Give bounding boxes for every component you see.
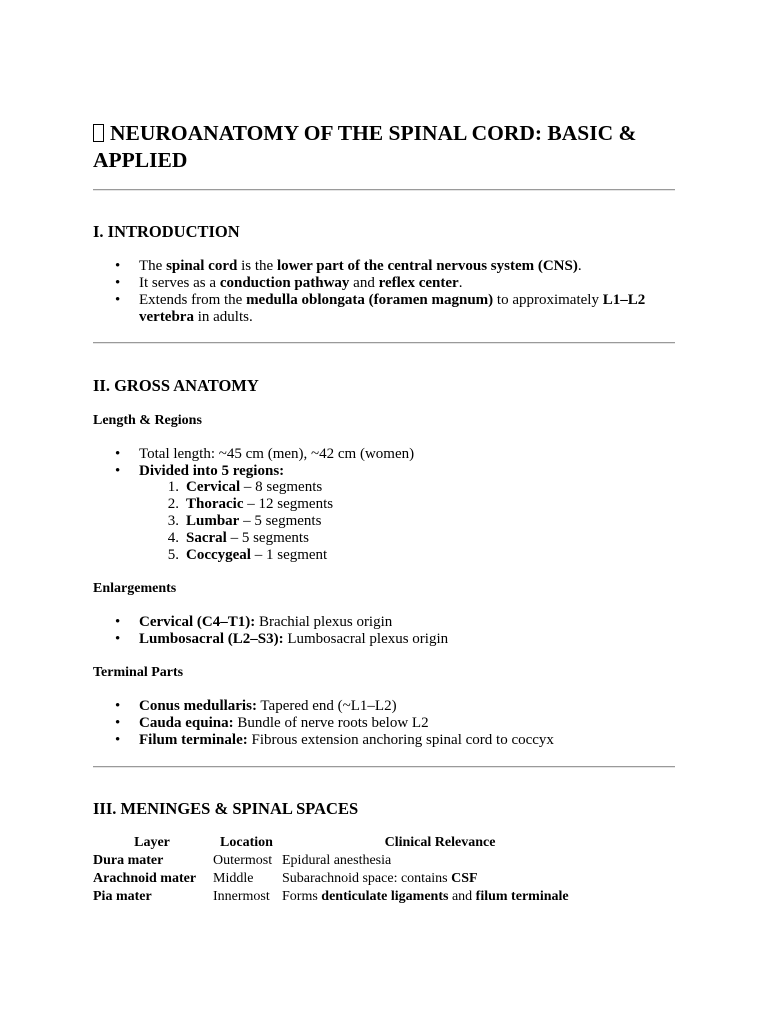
list-item: 4. Sacral – 5 segments (167, 530, 309, 546)
list-item: • The spinal cord is the lower part of the central nervous system (CNS). (139, 258, 675, 275)
clinical-relevance-cell: Forms denticulate ligaments and filum terminale (282, 889, 569, 904)
column-header-clinical-relevance: Clinical Relevance (384, 835, 496, 850)
terminal-bullet-list (139, 698, 675, 749)
list-item: 1. Cervical – 8 segments (167, 479, 323, 495)
list-item: • Lumbosacral (L2–S3): Lumbosacral plexus origin (139, 631, 675, 648)
list-item: 5. Coccygeal – 1 segment (167, 547, 328, 563)
regions-numbered-list (161, 479, 461, 564)
subheading-terminal-parts: Terminal Parts (93, 665, 184, 680)
location-cell: Middle (213, 871, 254, 886)
missing-glyph-icon (93, 124, 104, 142)
subheading-length-regions: Length & Regions (93, 413, 202, 428)
layer-cell: Dura mater (93, 853, 164, 868)
section-heading-gross-anatomy: II. GROSS ANATOMY (93, 376, 259, 395)
table-row (93, 888, 600, 906)
enlargements-bullet-list (139, 614, 675, 648)
clinical-relevance-cell: Epidural anesthesia (282, 853, 392, 868)
list-item: • Total length: ~45 cm (men), ~42 cm (women) (139, 446, 675, 463)
list-item: 3. Lumbar – 5 segments (167, 513, 322, 529)
table-row (93, 852, 600, 870)
list-item: • Divided into 5 regions: (139, 463, 675, 480)
section-heading-meninges: III. MENINGES & SPINAL SPACES (93, 799, 359, 818)
divider (93, 766, 675, 768)
list-item: • Conus medullaris: Tapered end (~L1–L2) (139, 698, 675, 715)
page-title (93, 120, 675, 174)
intro-bullet-list (139, 258, 675, 326)
page-title-text: NEUROANATOMY OF THE SPINAL CORD: BASIC & APPLIED (93, 121, 637, 172)
length-bullet-list (139, 446, 675, 480)
location-cell: Outermost (213, 853, 273, 868)
divider (93, 189, 675, 191)
list-item: • Filum terminale: Fibrous extension anchoring spinal cord to coccyx (139, 732, 675, 749)
column-header-layer: Layer (134, 835, 170, 850)
list-item: • Extends from the medulla oblongata (foramen magnum) to approximately L1–L2 vertebra in adults. (139, 292, 675, 326)
section-heading-introduction: I. INTRODUCTION (93, 222, 240, 241)
table-header-row (93, 834, 600, 852)
layer-cell: Arachnoid mater (93, 871, 197, 886)
column-header-location: Location (220, 835, 273, 850)
table-row (93, 870, 600, 888)
divider (93, 342, 675, 344)
list-item: • Cauda equina: Bundle of nerve roots below L2 (139, 715, 675, 732)
layer-cell: Pia mater (93, 889, 152, 904)
clinical-relevance-cell: Subarachnoid space: contains CSF (282, 871, 478, 886)
meninges-table (93, 834, 600, 906)
list-item: 2. Thoracic – 12 segments (167, 496, 334, 512)
list-item: • Cervical (C4–T1): Brachial plexus origin (139, 614, 675, 631)
location-cell: Innermost (213, 889, 270, 904)
subheading-enlargements: Enlargements (93, 581, 177, 596)
list-item: • It serves as a conduction pathway and reflex center. (139, 275, 675, 292)
